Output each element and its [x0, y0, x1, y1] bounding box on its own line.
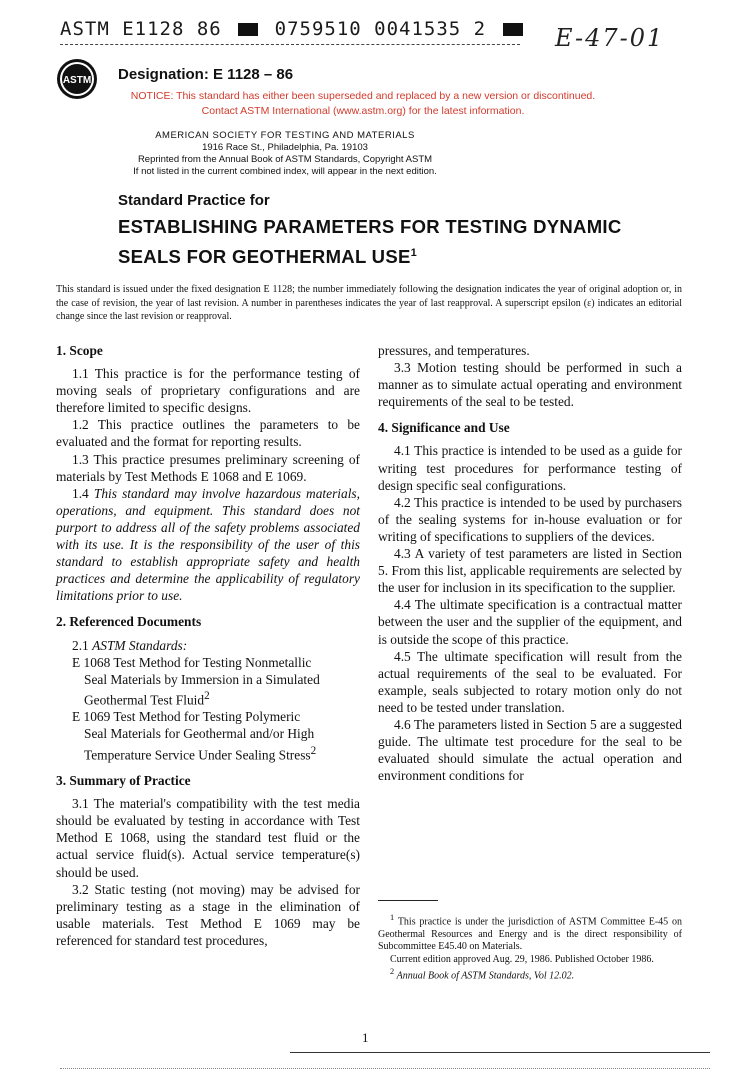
footnote-2-text: Annual Book of ASTM Standards, Vol 12.02.	[396, 970, 575, 982]
paragraph-2-1-number: 2.1	[72, 637, 89, 653]
paragraph-4-1: 4.1 This practice is intended to be used as a guide for writing test procedures for performance testing of design specific seal configurations.	[378, 443, 682, 493]
practice-label: Standard Practice for	[118, 192, 270, 209]
paragraph-1-4	[56, 485, 360, 605]
paragraph-1-4-text: This standard may involve hazardous materials, operations, and equipment. This standard does not purport to address all of the safety problems associated with its use. It is the responsibility of the user of this standard to establish appropriate safety and health practices and determine the applicability of regulatory limitations prior to use.	[56, 485, 360, 604]
section-heading-significance: 4. Significance and Use	[378, 420, 510, 436]
paragraph-1-3: 1.3 This practice presumes preliminary screening of materials by Test Methods E 1068 and E 1069.	[56, 451, 360, 484]
notice-line-2: Contact ASTM International (www.astm.org) for the latest information.	[201, 105, 525, 117]
paragraph-4-6: 4.6 The parameters listed in Section 5 are a suggested guide. The ultimate test procedure for the seal to be evaluated should simulate the actual operation and environment conditions for	[378, 716, 682, 784]
scan-code-mid: 0759510 0041535 2	[274, 18, 487, 40]
footnotes	[378, 912, 682, 983]
reference-e1069-title: E 1069 Test Method for Testing Polymeric	[72, 709, 301, 725]
section-heading-summary: 3. Summary of Practice	[56, 773, 191, 789]
society-block	[100, 130, 470, 178]
paragraph-3-3: 3.3 Motion testing should be performed in such a manner as to simulate actual operating and environment requirements of the seal to be tested.	[378, 360, 682, 410]
footnote-mark: 2	[310, 744, 317, 757]
document-title	[118, 214, 622, 270]
reference-e1068-body: Seal Materials by Immersion in a Simulated Geothermal Test Fluid	[84, 671, 320, 708]
scan-block-mark	[238, 23, 258, 36]
title-line-2: SEALS FOR GEOTHERMAL USE	[118, 246, 411, 268]
title-line-1: ESTABLISHING PARAMETERS FOR TESTING DYNAMIC	[118, 216, 622, 237]
paragraph-2-1-text: ASTM Standards:	[92, 637, 188, 653]
bottom-rule	[290, 1052, 710, 1053]
footnote-1	[378, 912, 682, 954]
paragraph-3-2-continued: pressures, and temperatures.	[378, 343, 530, 358]
scan-header-code	[60, 18, 527, 40]
reference-e1069	[56, 708, 360, 763]
reference-e1068	[56, 654, 360, 709]
paragraph-4-5: 4.5 The ultimate specification will result from the actual requirements of the seal to be evaluated. For example, seals subjected to rotary motion only do not need to be tested under translation.	[378, 648, 682, 715]
astm-logo-icon	[56, 58, 98, 100]
title-footnote-mark: 1	[410, 247, 418, 259]
society-listed: If not listed in the current combined index, will appear in the next edition.	[133, 166, 437, 177]
scan-code-left: ASTM E1128 86	[60, 18, 222, 40]
paragraph-1-1: 1.1 This practice is for the performance testing of moving seals of proprietary configurations and are therefore limited to specific designs.	[56, 366, 360, 416]
reference-e1069-body: Seal Materials for Geothermal and/or High Temperature Service Under Sealing Stress	[84, 726, 315, 762]
footnote-1-text: This practice is under the jurisdiction of ASTM Committee E-45 on Geothermal Resources and Energy and is the direct responsibility of Subcommittee E45.40 on Materials.	[378, 916, 682, 953]
section-heading-scope: 1. Scope	[56, 343, 103, 358]
footnote-2-mark: 2	[390, 967, 395, 977]
footnote-2	[378, 966, 682, 983]
scan-block-mark	[503, 23, 523, 36]
left-column	[56, 342, 360, 949]
notice	[108, 89, 618, 119]
society-name: AMERICAN SOCIETY FOR TESTING AND MATERIALS	[155, 130, 415, 141]
right-column	[378, 342, 682, 784]
preamble: This standard is issued under the fixed designation E 1128; the number immediately following the designation indicates the year of original adoption or, in the case of revision, the year of last revision. A number in parentheses indicates the year of last reapproval. A superscript epsilon (ε) indicates an editorial change since the last revision or reapproval.	[56, 284, 682, 322]
scan-header-rule	[60, 44, 520, 45]
footnote-1-edition: Current edition approved Aug. 29, 1986. Published October 1986.	[390, 953, 654, 965]
society-reprint: Reprinted from the Annual Book of ASTM Standards, Copyright ASTM	[137, 154, 433, 165]
handwritten-note: E-47-01	[555, 24, 665, 52]
footnote-mark: 2	[204, 689, 210, 702]
designation: Designation: E 1128 – 86	[118, 66, 294, 83]
paragraph-3-1: 3.1 The material's compatibility with the test media should be evaluated by testing in accordance with Test Method E 1068, using the standard test fluid or the actual service fluid(s). Actual service temperature(s) should be used.	[56, 796, 360, 880]
society-address: 1916 Race St., Philadelphia, Pa. 19103	[202, 142, 368, 153]
footnote-1-mark: 1	[390, 913, 395, 922]
page-number: 1	[362, 1030, 369, 1045]
paragraph-4-3: 4.3 A variety of test parameters are listed in Section 5. From this list, applicable requirements are selected by the user for inclusion in its specification to the supplier.	[378, 546, 682, 596]
footnote-rule	[378, 900, 438, 901]
paragraph-4-2: 4.2 This practice is intended to be used by purchasers of the sealing systems for in-house evaluation or for writing of specifications to suppliers of the devices.	[378, 494, 682, 544]
paragraph-3-2: 3.2 Static testing (not moving) may be advised for preliminary testing as a stage in the elimination of usable materials. Test Method E 1069 may be referenced for standard test procedures,	[56, 881, 360, 948]
section-heading-referenced: 2. Referenced Documents	[56, 614, 202, 630]
scan-bottom-rule	[60, 1068, 710, 1069]
logo-text: ASTM	[62, 75, 92, 86]
paragraph-1-2: 1.2 This practice outlines the parameters to be evaluated and the format for reporting results.	[56, 417, 360, 450]
reference-e1068-title: E 1068 Test Method for Testing Nonmetallic	[72, 654, 312, 670]
notice-line-1: NOTICE: This standard has either been superseded and replaced by a new version or discontinued.	[130, 90, 596, 102]
paragraph-4-4: 4.4 The ultimate specification is a contractual matter between the user and the supplier of the equipment, and is outside the scope of this practice.	[378, 597, 682, 647]
paragraph-1-4-number: 1.4	[72, 485, 89, 501]
paragraph-2-1	[56, 637, 360, 654]
